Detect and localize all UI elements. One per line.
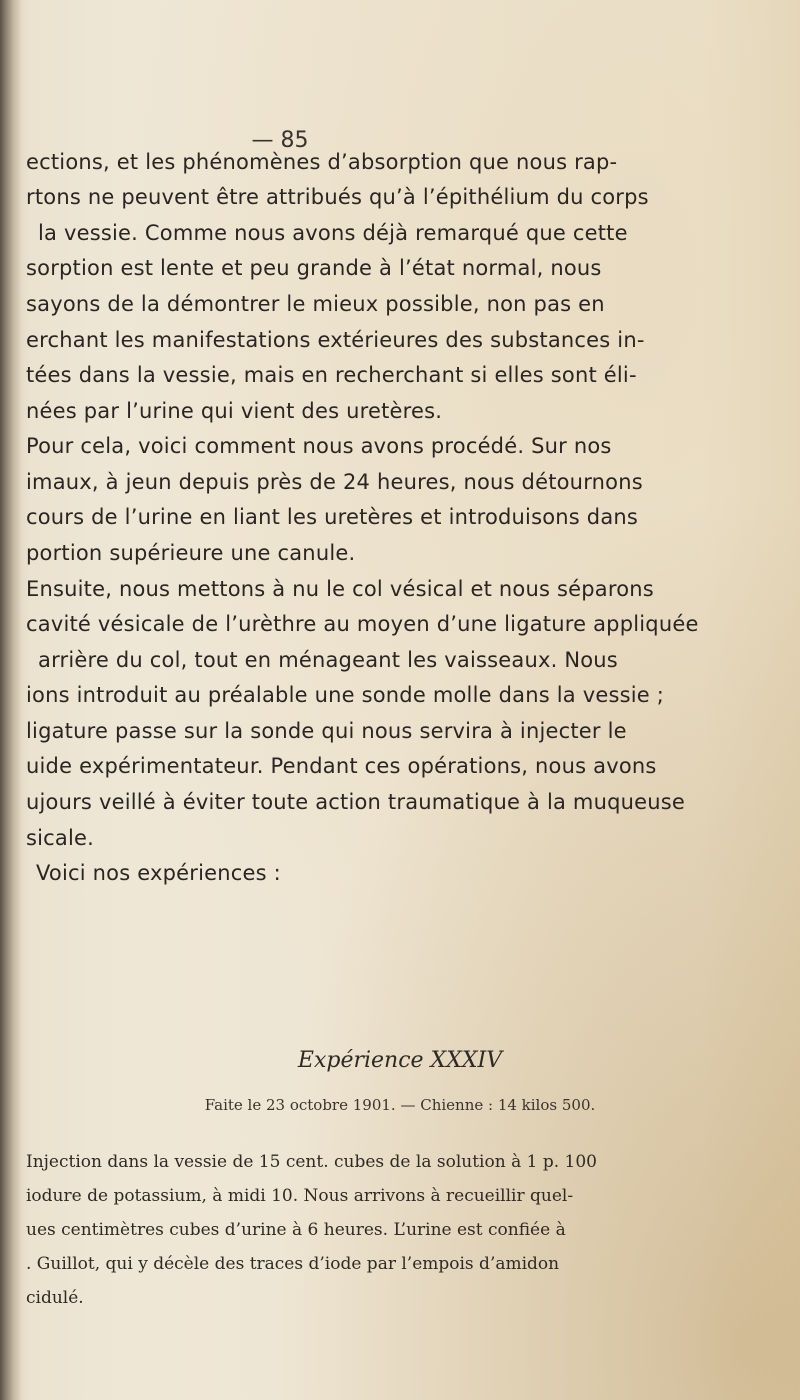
- text-line: Injection dans la vessie de 15 cent. cubes de la solution à 1 p. 100: [26, 1152, 597, 1172]
- text-line: rtons ne peuvent être attribués qu’à l’épithélium du corps: [26, 185, 649, 209]
- text-line: . Guillot, qui y décèle des traces d’iode par l’empois d’amidon: [26, 1254, 560, 1274]
- text-line: sayons de la démontrer le mieux possible, non pas en: [26, 292, 605, 316]
- text-line: Pour cela, voici comment nous avons procédé. Sur nos: [26, 434, 612, 458]
- text-line: sorption est lente et peu grande à l’état normal, nous: [26, 256, 602, 280]
- text-line: ligature passe sur la sonde qui nous servira à injecter le: [26, 719, 627, 743]
- text-line: uide expérimentateur. Pendant ces opérations, nous avons: [26, 754, 657, 778]
- text-line: tées dans la vessie, mais en recherchant si elles sont éli-: [26, 363, 637, 387]
- text-line: ions introduit au préalable une sonde molle dans la vessie ;: [26, 683, 665, 707]
- text-line: nées par l’urine qui vient des uretères.: [26, 399, 443, 423]
- text-line: ections, et les phénomènes d’absorption que nous rap-: [26, 150, 618, 174]
- text-line: Ensuite, nous mettons à nu le col vésical et nous séparons: [26, 577, 654, 601]
- text-line: iodure de potassium, à midi 10. Nous arrivons à recueillir quel-: [26, 1186, 574, 1206]
- text-line: cours de l’urine en liant les uretères et introduisons dans: [26, 505, 639, 529]
- text-line: portion supérieure une canule.: [26, 541, 356, 565]
- book-binding-edge: [0, 0, 22, 1400]
- experiment-subtitle: Faite le 23 octobre 1901. — Chienne : 14 kilos 500.: [204, 1096, 596, 1114]
- text-line: imaux, à jeun depuis près de 24 heures, nous détournons: [26, 470, 643, 494]
- text-line: cidulé.: [26, 1288, 84, 1308]
- text-line: ujours veillé à éviter toute action traumatique à la muqueuse: [26, 790, 686, 814]
- text-line: ues centimètres cubes d’urine à 6 heures. L’urine est confiée à: [26, 1220, 566, 1240]
- experiment-title: Expérience XXXIV: [297, 1048, 503, 1073]
- text-line: arrière du col, tout en ménageant les vaisseaux. Nous: [38, 648, 618, 672]
- text-line: sicale.: [26, 826, 95, 850]
- text-line: Voici nos expériences :: [36, 861, 281, 885]
- text-line: la vessie. Comme nous avons déjà remarqué que cette: [38, 221, 628, 245]
- text-line: erchant les manifestations extérieures des substances in-: [26, 328, 645, 352]
- text-line: cavité vésicale de l’urèthre au moyen d’une ligature appliquée: [26, 612, 699, 636]
- page-number: — 85: [251, 128, 309, 153]
